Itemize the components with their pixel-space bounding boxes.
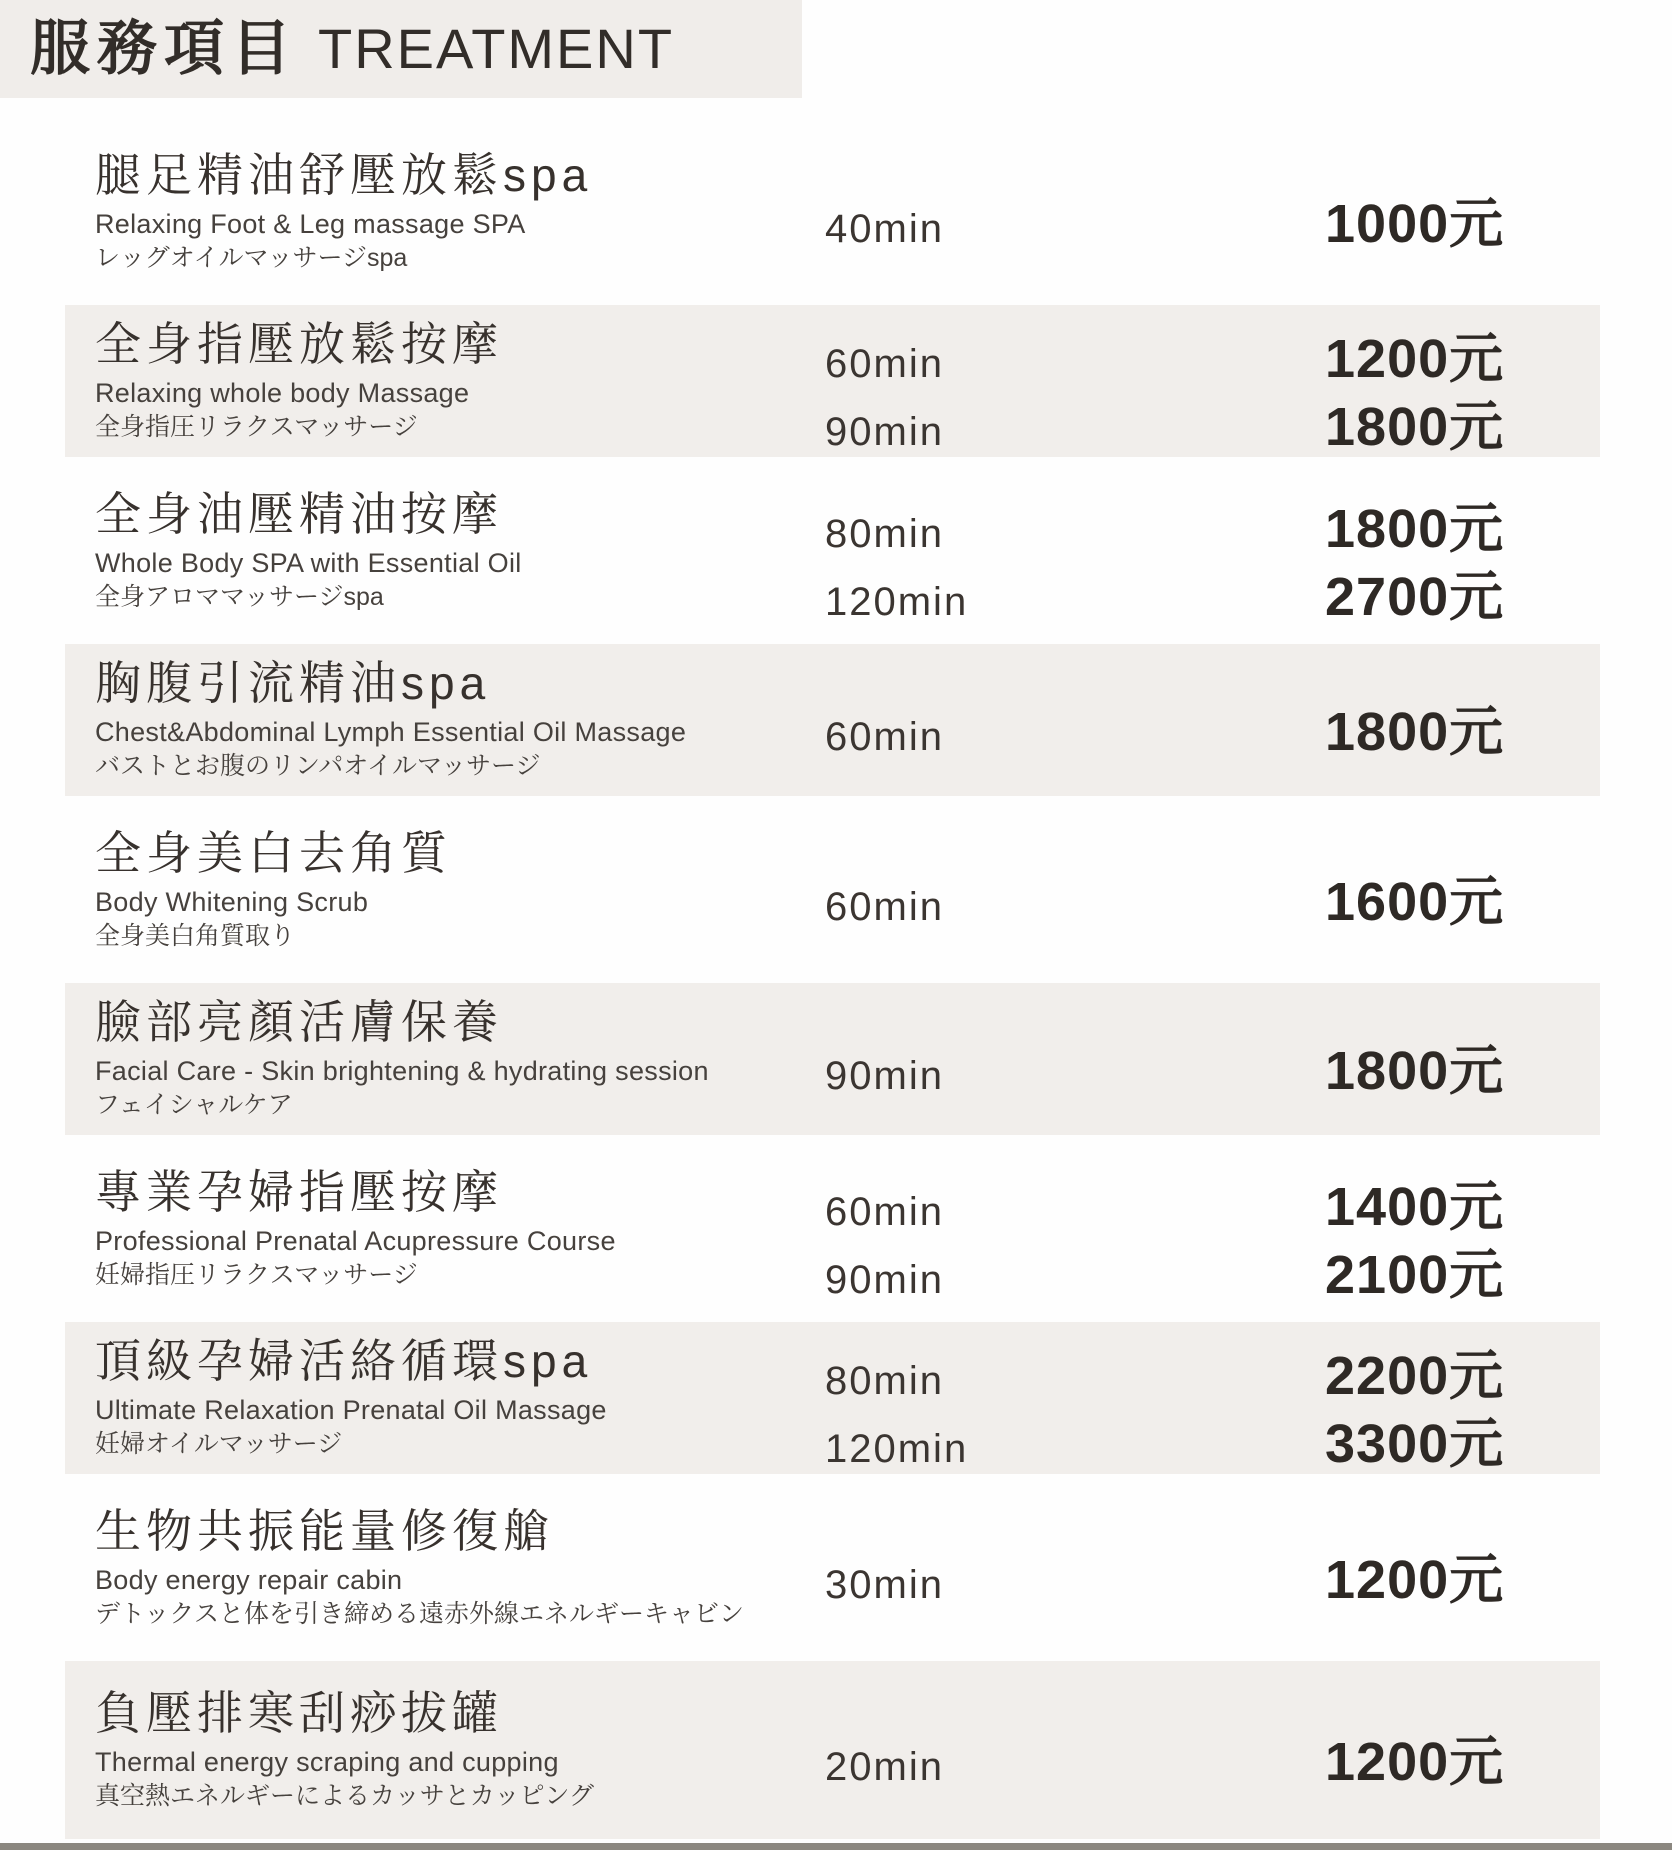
- treatment-row: [65, 1661, 1600, 1839]
- treatment-options: [825, 1537, 1600, 1610]
- price-value: 1800元: [1325, 702, 1505, 762]
- price-value: 1800元: [1325, 498, 1505, 559]
- treatment-title: 生物共振能量修復艙: [95, 1504, 554, 1557]
- duration-value: 40min: [825, 206, 944, 251]
- treatment-subtitle-ja: レッグオイルマッサージspa: [95, 243, 408, 272]
- treatment-options: [825, 316, 1600, 457]
- treatment-subtitle-ja: フェイシャルケア: [95, 1091, 293, 1120]
- treatment-subtitle-en: Body Whitening Scrub: [95, 886, 369, 917]
- price-value: 1200元: [1325, 1732, 1505, 1792]
- treatment-option: [825, 384, 1600, 457]
- price-value: 2100元: [1325, 1244, 1505, 1305]
- treatment-title: 全身美白去角質: [95, 826, 452, 879]
- treatment-info: [95, 487, 825, 615]
- treatment-row: [65, 1322, 1600, 1474]
- treatment-option: [825, 486, 1600, 559]
- treatment-subtitle-ja: 全身指圧リラクスマッサージ: [95, 413, 418, 442]
- price-value: 1200元: [1325, 329, 1505, 389]
- treatment-option: [825, 1719, 1600, 1792]
- treatment-option: [825, 1232, 1600, 1305]
- page-title-zh: 服務項目: [30, 15, 298, 82]
- duration-value: 80min: [825, 511, 944, 556]
- treatment-subtitle-ja: 妊婦オイルマッサージ: [95, 1430, 343, 1459]
- treatment-title: 腿足精油舒壓放鬆spa: [95, 148, 593, 201]
- treatment-row: [65, 1135, 1600, 1322]
- treatment-subtitle-en: Chest&Abdominal Lymph Essential Oil Massage: [95, 717, 687, 748]
- duration-value: 60min: [825, 342, 944, 386]
- duration-value: 80min: [825, 1359, 944, 1403]
- price-value: 1800元: [1325, 397, 1505, 457]
- treatment-option: [825, 859, 1600, 932]
- treatment-info: [95, 1504, 825, 1632]
- treatment-subtitle-en: Ultimate Relaxation Prenatal Oil Massage: [95, 1395, 607, 1426]
- page-title-en: TREATMENT: [318, 17, 675, 80]
- duration-value: 120min: [825, 579, 969, 624]
- treatment-option: [825, 1028, 1600, 1101]
- treatment-info: [95, 148, 825, 276]
- price-value: 1200元: [1325, 1549, 1505, 1610]
- treatment-option: [825, 1164, 1600, 1237]
- treatment-title: 頂級孕婦活絡循環spa: [95, 1335, 593, 1388]
- treatment-option: [825, 316, 1600, 389]
- treatment-row: [65, 305, 1600, 457]
- treatment-row: [65, 644, 1600, 796]
- treatment-option: [825, 689, 1600, 762]
- duration-value: 20min: [825, 1745, 944, 1789]
- treatment-title: 負壓排寒刮痧拔罐: [95, 1687, 503, 1740]
- treatment-subtitle-en: Professional Prenatal Acupressure Course: [95, 1225, 616, 1256]
- treatment-subtitle-en: Whole Body SPA with Essential Oil: [95, 547, 522, 578]
- treatment-row: [65, 796, 1600, 983]
- treatment-subtitle-en: Relaxing Foot & Leg massage SPA: [95, 208, 526, 239]
- treatment-options: [825, 486, 1600, 627]
- treatment-option: [825, 1333, 1600, 1406]
- price-value: 3300元: [1325, 1414, 1505, 1474]
- duration-value: 120min: [825, 1427, 969, 1471]
- treatment-info: [95, 656, 825, 784]
- price-value: 2200元: [1325, 1346, 1505, 1406]
- page-title: [0, 0, 802, 98]
- treatment-options: [825, 689, 1600, 762]
- treatment-row: [65, 983, 1600, 1135]
- treatment-info: [95, 317, 825, 445]
- duration-value: 60min: [825, 1189, 944, 1234]
- treatment-subtitle-ja: 全身美白角質取り: [95, 921, 296, 950]
- bottom-divider: [0, 1843, 1672, 1850]
- price-value: 1000元: [1325, 193, 1505, 254]
- treatment-options: [825, 1333, 1600, 1474]
- treatment-title: 全身指壓放鬆按摩: [95, 318, 503, 371]
- treatment-options: [825, 1164, 1600, 1305]
- treatment-row: [65, 1474, 1600, 1661]
- treatment-info: [95, 1334, 825, 1462]
- treatment-subtitle-en: Body energy repair cabin: [95, 1564, 403, 1595]
- treatment-title: 臉部亮顏活膚保養: [95, 996, 503, 1049]
- treatment-option: [825, 1401, 1600, 1474]
- treatment-subtitle-ja: 全身アロママッサージspa: [95, 582, 384, 611]
- treatment-subtitle-ja: 妊婦指圧リラクスマッサージ: [95, 1260, 418, 1289]
- treatment-options: [825, 1028, 1600, 1101]
- treatment-option: [825, 181, 1600, 254]
- treatment-options: [825, 1719, 1600, 1792]
- treatment-row: [65, 118, 1600, 305]
- treatment-title: 胸腹引流精油spa: [95, 657, 491, 710]
- price-value: 2700元: [1325, 566, 1505, 627]
- price-value: 1400元: [1325, 1176, 1505, 1237]
- duration-value: 30min: [825, 1562, 944, 1607]
- treatment-subtitle-en: Relaxing whole body Massage: [95, 378, 470, 409]
- treatment-subtitle-ja: 真空熱エネルギーによるカッサとカッピング: [95, 1782, 595, 1811]
- duration-value: 90min: [825, 1257, 944, 1302]
- treatment-info: [95, 1686, 825, 1814]
- duration-value: 90min: [825, 410, 944, 454]
- treatment-title: 專業孕婦指壓按摩: [95, 1165, 503, 1218]
- treatment-option: [825, 554, 1600, 627]
- treatment-info: [95, 995, 825, 1123]
- price-value: 1600元: [1325, 871, 1505, 932]
- duration-value: 90min: [825, 1054, 944, 1098]
- price-value: 1800元: [1325, 1041, 1505, 1101]
- treatment-options: [825, 181, 1600, 254]
- treatment-subtitle-en: Facial Care - Skin brightening & hydrating session: [95, 1056, 709, 1087]
- treatment-options: [825, 859, 1600, 932]
- treatment-row: [65, 457, 1600, 644]
- treatment-subtitle-ja: バストとお腹のリンパオイルマッサージ: [95, 752, 541, 781]
- treatment-list: [0, 98, 1672, 1839]
- treatment-subtitle-en: Thermal energy scraping and cupping: [95, 1747, 559, 1778]
- duration-value: 60min: [825, 715, 944, 759]
- treatment-subtitle-ja: デトックスと体を引き締める遠赤外線エネルギーキャビン: [95, 1599, 745, 1628]
- treatment-title: 全身油壓精油按摩: [95, 487, 503, 540]
- duration-value: 60min: [825, 884, 944, 929]
- treatment-option: [825, 1537, 1600, 1610]
- treatment-info: [95, 826, 825, 954]
- treatment-info: [95, 1165, 825, 1293]
